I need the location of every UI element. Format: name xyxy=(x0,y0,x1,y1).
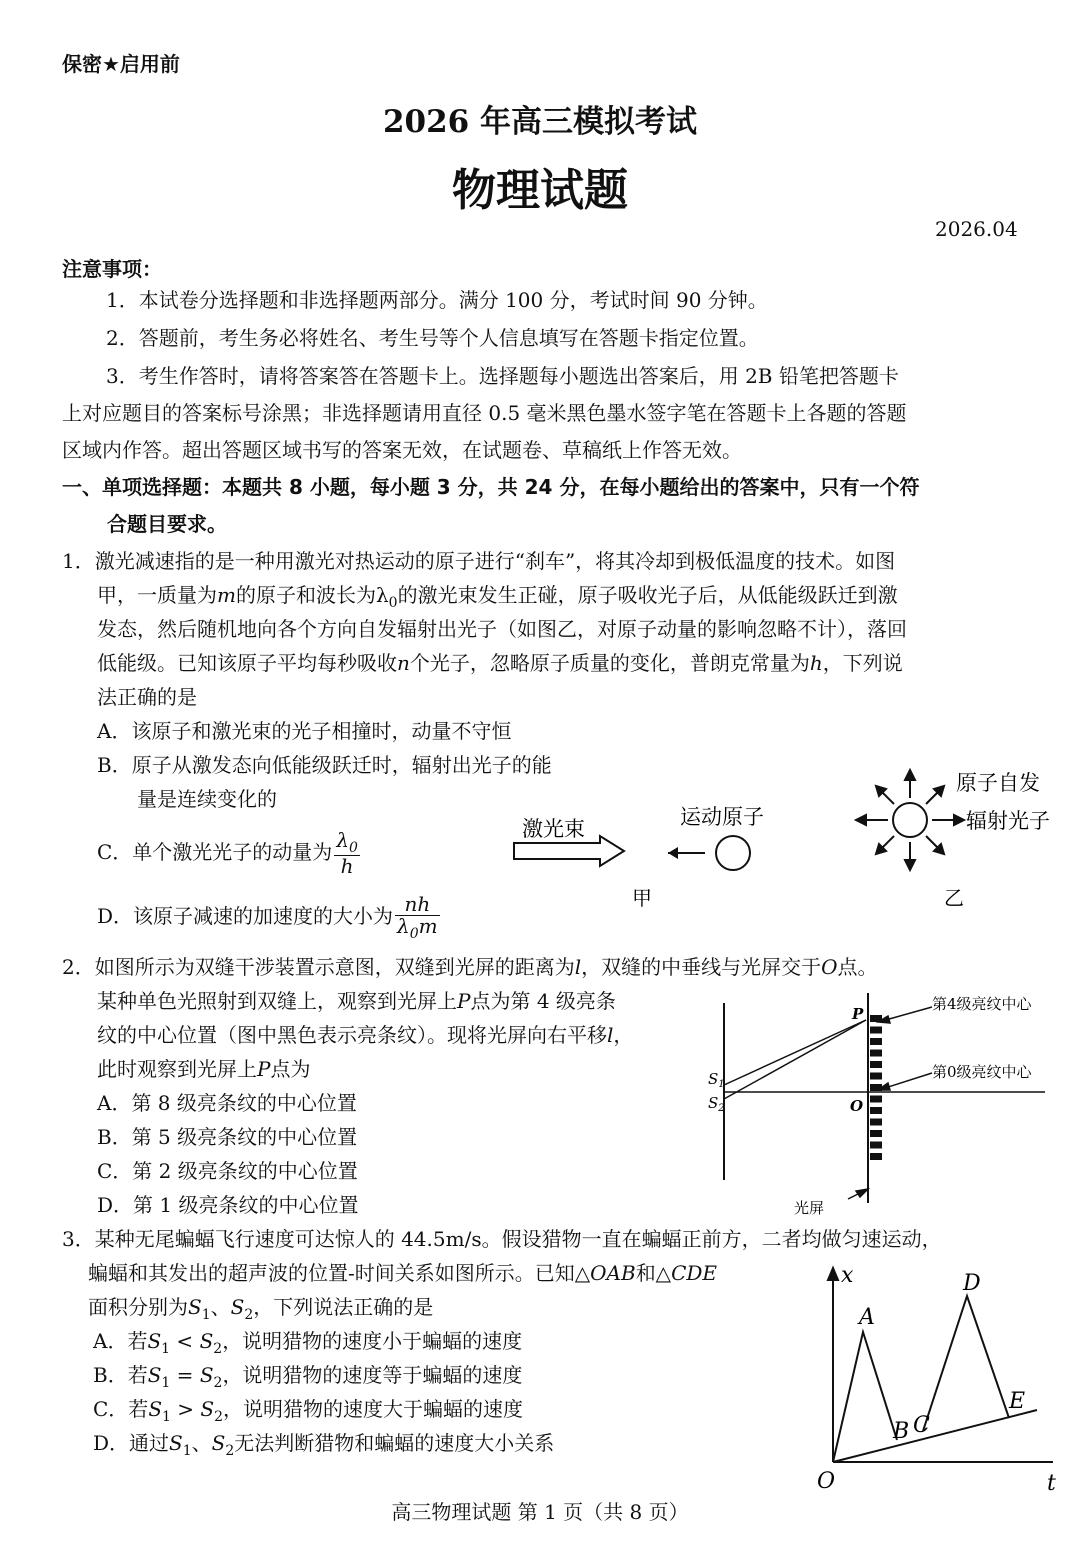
fig-yi-label: 乙 xyxy=(944,886,964,910)
fig-s2-label: $S_2$ xyxy=(708,1094,725,1114)
bright-fringe xyxy=(870,1061,882,1068)
fig-d-label: D xyxy=(963,1271,981,1296)
secrecy-label: 保密★启用前 xyxy=(62,52,180,76)
fig-p-label: P xyxy=(852,1005,864,1023)
bright-fringe xyxy=(870,1107,882,1114)
q3-option-d: D．通过$S_1$、$S_2$无法判断猎物和蝙蝠的速度大小关系 xyxy=(93,1431,555,1459)
atom-velocity-arrow xyxy=(668,847,705,859)
note-2: 2．答题前，考生务必将姓名、考生号等个人信息填写在答题卡指定位置。 xyxy=(106,326,759,350)
note-3-line2: 上对应题目的答案标号涂黑；非选择题请用直径 0.5 毫米黑色墨水签字笔在答题卡上各题的答题 xyxy=(62,401,907,425)
q1-option-a: A．该原子和激光束的光子相撞时，动量不守恒 xyxy=(97,719,512,743)
q3-option-c: C．若$S_1 > S_2$，说明猎物的速度大于蝙蝠的速度 xyxy=(93,1397,524,1425)
bright-fringe xyxy=(870,1119,882,1126)
q3-figure xyxy=(805,1260,1070,1495)
q1-option-d: D．该原子减速的加速度的大小为 $\frac{nh}{\lambda_0m}$ xyxy=(97,891,438,942)
bright-fringe xyxy=(870,1130,882,1137)
q2-option-d: D．第 1 级亮条纹的中心位置 xyxy=(97,1193,359,1217)
bright-fringe xyxy=(870,1142,882,1149)
q1-stem-line4: 低能级。已知该原子平均每秒吸收n个光子，忽略原子质量的变化，普朗克常量为h，下列说 xyxy=(97,651,903,675)
ray-s2 xyxy=(724,1020,866,1099)
fig-emit-label-2: 辐射光子 xyxy=(966,809,1050,833)
fig-a-label: A xyxy=(859,1305,875,1330)
q3-stem-line1: 3．某种无尾蝙蝠飞行速度可达惊人的 44.5m/s。假设猎物一直在蝙蝠正前方，二者均做匀速运动， xyxy=(62,1227,942,1251)
exam-title: 2026 年高三模拟考试 xyxy=(382,104,698,140)
notes-heading: 注意事项： xyxy=(62,257,162,281)
bright-fringes xyxy=(870,1015,882,1160)
q2-stem-line3: 纹的中心位置（图中黑色表示亮条纹）。现将光屏向右平移l， xyxy=(97,1023,634,1047)
q2-stem-line1: 2．如图所示为双缝干涉装置示意图，双缝到光屏的距离为l，双缝的中垂线与光屏交于O点。 xyxy=(62,955,878,979)
note-3-line3: 区域内作答。超出答题区域书写的答案无效，在试题卷、草稿纸上作答无效。 xyxy=(62,438,742,462)
fig-jia-label: 甲 xyxy=(632,886,652,910)
q1-stem-line2: 甲，一质量为m的原子和波长为$\lambda_0$的激光束发生正碰，原子吸收光子后，从低能级跃迁到激 xyxy=(97,583,898,611)
fig-emit-label-1: 原子自发 xyxy=(956,771,1040,795)
fig-laser-label: 激光束 xyxy=(522,817,585,841)
q2-stem-line2: 某种单色光照射到双缝上，观察到光屏上P点为第 4 级亮条 xyxy=(97,989,616,1013)
fig-o-label: O xyxy=(817,1469,836,1494)
ray-s1 xyxy=(724,1020,866,1085)
q1-option-b-line2: 量是连续变化的 xyxy=(137,787,277,811)
fig-b-label: B xyxy=(893,1419,910,1444)
q2-figure xyxy=(700,985,1060,1220)
q3-option-b: B．若$S_1 = S_2$，说明猎物的速度等于蝙蝠的速度 xyxy=(93,1363,523,1391)
bright-fringe xyxy=(870,1096,882,1103)
q1-option-d-fraction: $\frac{nh}{\lambda_0m}$ xyxy=(397,891,438,942)
bright-fringe xyxy=(870,1050,882,1057)
fig-atom-label: 运动原子 xyxy=(680,805,764,829)
q2-option-a: A．第 8 级亮条纹的中心位置 xyxy=(97,1091,357,1115)
exam-date: 2026.04 xyxy=(935,217,1018,241)
fig-o-label: O xyxy=(850,1097,864,1115)
fig-screen-label: 光屏 xyxy=(794,1199,825,1217)
emitting-atom xyxy=(856,770,964,870)
q2-option-b: B．第 5 级亮条纹的中心位置 xyxy=(97,1125,358,1149)
bright-fringe xyxy=(870,1038,882,1045)
page-footer: 高三物理试题 第 1 页（共 8 页） xyxy=(391,1500,689,1524)
moving-atom xyxy=(716,836,750,870)
section1-heading-line1: 一、单项选择题：本题共 8 小题，每小题 3 分，共 24 分，在每小题给出的答案中，只有一个符 xyxy=(62,475,920,499)
q1-stem-line3: 发态，然后随机地向各个方向自发辐射出光子（如图乙，对原子动量的影响忽略不计），落回 xyxy=(97,617,907,641)
q1-figure xyxy=(500,760,1070,920)
q1-option-c-fraction: $\frac{\lambda_0}{h}$ xyxy=(336,827,358,879)
q1-stem-line5: 法正确的是 xyxy=(97,685,197,709)
fig-s1-label: $S_1$ xyxy=(708,1070,725,1090)
fig-e-label: E xyxy=(1009,1389,1026,1414)
q1-option-b-line1: B．原子从激发态向低能级跃迁时，辐射出光子的能 xyxy=(97,753,552,777)
bright-fringe xyxy=(870,1153,882,1160)
q2-stem-line4: 此时观察到光屏上P点为 xyxy=(97,1057,311,1081)
q3-option-a: A．若$S_1 < S_2$，说明猎物的速度小于蝙蝠的速度 xyxy=(93,1329,523,1357)
section1-heading-line2: 合题目要求。 xyxy=(107,512,227,536)
fig-t-label: t xyxy=(1047,1471,1056,1495)
note-1: 1．本试卷分选择题和非选择题两部分。满分 100 分，考试时间 90 分钟。 xyxy=(106,288,768,312)
note-3-line1: 3．考生作答时，请将答案答在答题卡上。选择题每小题选出答案后，用 2B 铅笔把答题卡 xyxy=(106,364,899,388)
bright-fringe xyxy=(870,1073,882,1080)
q3-stem-line3: 面积分别为$S_1$、$S_2$，下列说法正确的是 xyxy=(88,1295,434,1323)
subject-title: 物理试题 xyxy=(452,165,628,216)
fig-c-label: C xyxy=(913,1413,930,1438)
axes xyxy=(828,1268,1053,1462)
q1-option-c: C．单个激光光子的动量为 $\frac{\lambda_0}{h}$ xyxy=(97,827,358,879)
fig-x-label: x xyxy=(841,1263,854,1288)
fig-order4-label: 第4级亮纹中心 xyxy=(932,995,1032,1013)
bright-fringe xyxy=(870,1027,882,1034)
q1-stem-line1: 1．激光减速指的是一种用激光对热运动的原子进行“刹车”，将其冷却到极低温度的技术。如图 xyxy=(62,549,896,573)
q2-option-c: C．第 2 级亮条纹的中心位置 xyxy=(97,1159,358,1183)
q3-stem-line2: 蝙蝠和其发出的超声波的位置-时间关系如图所示。已知△OAB和△CDE xyxy=(88,1261,718,1285)
fig-order0-label: 第0级亮纹中心 xyxy=(932,1063,1032,1081)
